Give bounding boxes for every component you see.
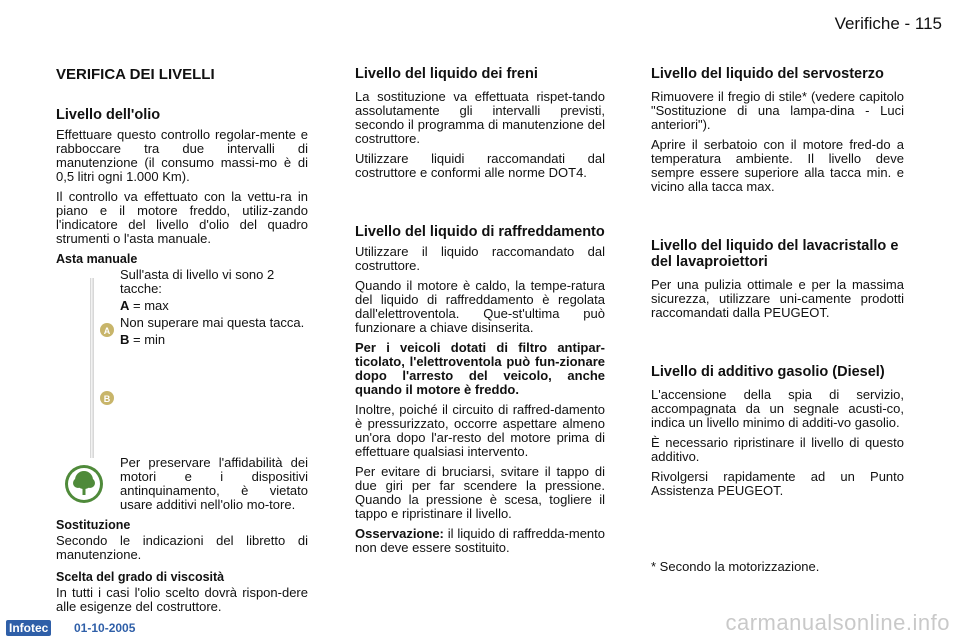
mark-b-text: = min: [129, 332, 166, 347]
coolant-note: [355, 527, 605, 555]
diesel-additive-paragraph-1: L'accensione della spia di servizio, accompagnata da un segnale acusti-co, indica un livello minimo di additi-vo gasolio.: [651, 387, 904, 430]
power-steering-heading: Livello del liquido del servosterzo: [651, 66, 884, 82]
watermark: carmanualsonline.info: [725, 610, 950, 635]
environment-note: [56, 456, 308, 512]
dipstick-mark-a-line: [120, 299, 308, 313]
mark-a-label: A: [120, 298, 130, 313]
section-main-title: VERIFICA DEI LIVELLI: [56, 66, 215, 83]
column-right: [651, 66, 904, 580]
page-header-title: Verifiche - 115: [834, 14, 942, 33]
oil-level-heading: Livello dell'olio: [56, 107, 161, 123]
brake-fluid-heading: Livello del liquido dei freni: [355, 66, 538, 82]
dipstick-mark-b-line: [120, 333, 308, 347]
coolant-paragraph-2: Quando il motore è caldo, la tempe-ratura del liquido di raffreddamento è regolata dall'elettroventola. Que-st'ultima può funzionare a chiave disinserita.: [355, 278, 605, 335]
diesel-additive-heading: Livello di additivo gasolio (Diesel): [651, 364, 885, 380]
coolant-paragraph-5: Per evitare di bruciarsi, svitare il tappo di due giri per far scendere la pressione. Quando la pressione è scesa, togliere il tappo e ripristinare il livello.: [355, 464, 605, 521]
power-steering-paragraph-1: Rimuovere il fregio di stile* (vedere capitolo "Sostituzione di una lampa-dina - Luci anteriori").: [651, 89, 904, 132]
washer-fluid-paragraph-1: Per una pulizia ottimale e per la massima sicurezza, utilizzare uni-camente prodotti raccomandati dalla PEUGEOT.: [651, 277, 904, 320]
mark-a-text: = max: [129, 298, 169, 313]
column-left: [56, 62, 308, 620]
column-middle: [355, 66, 605, 561]
dipstick-block: [56, 268, 308, 450]
mark-b-label: B: [120, 332, 130, 347]
coolant-heading: Livello del liquido di raffreddamento: [355, 224, 605, 240]
replacement-heading: Sostituzione: [56, 518, 131, 532]
dipstick-mark-a-label: A: [103, 326, 111, 336]
document-date: 01-10-2005: [74, 621, 136, 635]
coolant-paragraph-1: Utilizzare il liquido raccomandato dal costruttore.: [355, 244, 605, 273]
oil-paragraph-1: Effettuare questo controllo regolar-mente e rabboccare tra due intervalli di manutenzione (il consumo massi-mo è di 0,5 litri ogni 1.000 Km).: [56, 127, 308, 184]
dipstick-paragraph-2: Non superare mai questa tacca.: [120, 315, 305, 330]
coolant-paragraph-3: Per i veicoli dotati di filtro antipar-ticolato, l'elettroventola può fun-zionare dopo l'arresto del veicolo, anche quando il motore è freddo.: [355, 340, 605, 397]
note-label: Osservazione:: [355, 526, 444, 541]
dipstick-paragraph-1: Sull'asta di livello vi sono 2 tacche:: [120, 267, 275, 296]
diesel-additive-paragraph-2: È necessario ripristinare il livello di questo additivo.: [651, 435, 904, 464]
dipstick-text: [120, 268, 308, 347]
note-text: il liquido di raffredda-mento non deve essere sostituito.: [355, 526, 605, 555]
replacement-text: Secondo le indicazioni del libretto di manutenzione.: [56, 533, 308, 562]
dipstick-illustration: [64, 278, 124, 458]
environment-note-text: Per preservare l'affidabilità dei motori e i dispositivi antinquinamento, è vietato usare additivi nell'olio mo-tore.: [120, 455, 308, 512]
power-steering-paragraph-2: Aprire il serbatoio con il motore fred-do a temperatura ambiente. Il livello deve sempre essere superiore alla tacca min. e vicino alla tacca max.: [651, 137, 904, 194]
oil-paragraph-2: Il controllo va effettuato con la vettu-ra in piano e il motore freddo, utiliz-zando l'indicatore del livello d'olio del quadro strumenti o l'asta manuale.: [56, 189, 308, 246]
infotec-logo: Infotec: [6, 620, 51, 636]
coolant-paragraph-4: Inoltre, poiché il circuito di raffred-damento è pressurizzato, occorre aspettare almeno un'ora dopo l'ar-resto del motore prima di effettuare qualsiasi intervento.: [355, 402, 605, 459]
dipstick-mark-b-label: B: [103, 394, 111, 404]
diesel-additive-paragraph-3: Rivolgersi rapidamente ad un Punto Assistenza PEUGEOT.: [651, 469, 904, 498]
footnote: * Secondo la motorizzazione.: [651, 559, 820, 574]
environment-tree-icon: [64, 464, 104, 504]
viscosity-text: In tutti i casi l'olio scelto dovrà rispon-dere alle esigenze del costruttore.: [56, 585, 308, 614]
dipstick-heading: Asta manuale: [56, 252, 138, 266]
viscosity-heading: Scelta del grado di viscosità: [56, 570, 225, 584]
brake-fluid-paragraph-2: Utilizzare liquidi raccomandati dal costruttore e conformi alle norme DOT4.: [355, 151, 605, 180]
washer-fluid-heading: Livello del liquido del lavacristallo e del lavaproiettori: [651, 238, 899, 270]
brake-fluid-paragraph-1: La sostituzione va effettuata rispet-tando assolutamente gli intervalli previsti, secondo il programma di manutenzione del costruttore.: [355, 89, 605, 146]
